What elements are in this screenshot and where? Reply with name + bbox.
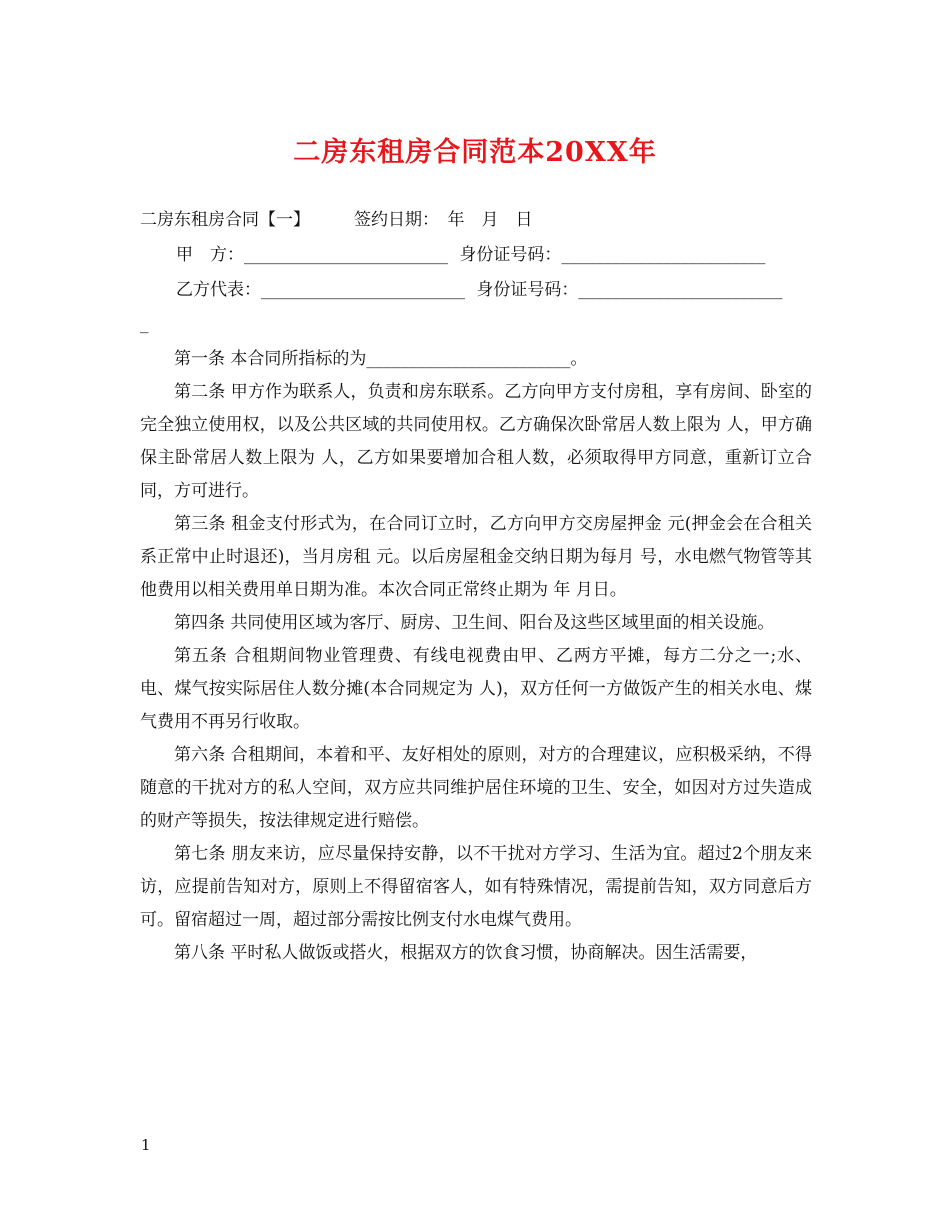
- party-a-id-label: 身份证号码：: [459, 245, 562, 265]
- party-a-label: 甲 方：: [176, 245, 244, 265]
- party-b-label: 乙方代表：: [176, 280, 261, 300]
- party-b-id-blank: ________________________: [578, 280, 783, 300]
- sign-date: 签约日期： 年 月 日: [354, 210, 533, 230]
- article-1: 第一条 本合同所指标的为________________________。: [174, 349, 588, 369]
- article-8: 第八条 平时私人做饭或搭火，根据双方的饮食习惯，协商解决。因生活需要，: [174, 943, 758, 963]
- contract-articles: [140, 343, 812, 970]
- article-7: 第七条 朋友来访，应尽量保持安静，以不干扰对方学习、生活为宜。超过2个朋友来访，应提前告知对方，原则上不得留宿客人，如有特殊情况，需提前告知，双方同意后方可。留宿超过一周，超过部分需按比例支付水电煤气费用。: [140, 844, 812, 930]
- party-b-line: [176, 278, 782, 302]
- contract-label: 二房东租房合同【一】: [140, 210, 310, 230]
- party-a-line: [176, 243, 765, 267]
- article-5: 第五条 合租期间物业管理费、有线电视费由甲、乙两方平摊，每方二分之一;水、电、煤气按实际居住人数分摊(本合同规定为 人)，双方任何一方做饭产生的相关水电、煤气费用不再另行收取。: [140, 646, 812, 732]
- party-b-id-label: 身份证号码：: [476, 280, 579, 300]
- article-6: 第六条 合租期间，本着和平、友好相处的原则，对方的合理建议，应积极采纳，不得随意的干扰对方的私人空间，双方应共同维护居住环境的卫生、安全，如因对方过失造成的财产等损失，按法律规定进行赔偿。: [140, 745, 812, 831]
- party-b-blank: ________________________: [261, 280, 465, 300]
- party-a-id-blank: ________________________: [561, 245, 766, 265]
- page-number: 1: [141, 1136, 151, 1154]
- contract-header-line: [140, 208, 533, 232]
- trailing-underscore: _: [140, 314, 149, 334]
- article-2: 第二条 甲方作为联系人，负责和房东联系。乙方向甲方支付房租，享有房间、卧室的完全独立使用权，以及公共区域的共同使用权。乙方确保次卧常居人数上限为 人，甲方确保主卧常居人数上限为 人，乙方如果要增加合租人数，必须取得甲方同意，重新订立合同，方可进行。: [140, 382, 812, 501]
- article-3: 第三条 租金支付形式为，在合同订立时，乙方向甲方交房屋押金 元(押金会在合租关系正常中止时退还)，当月房租 元。以后房屋租金交纳日期为每月 号，水电燃气物管等其他费用以相关费用单日期为准。本次合同正常终止期为 年 月日。: [140, 514, 812, 600]
- article-4: 第四条 共同使用区域为客厅、厨房、卫生间、阳台及这些区域里面的相关设施。: [174, 613, 775, 633]
- document-title: 二房东租房合同范本20XX年: [293, 137, 657, 168]
- party-a-blank: ________________________: [244, 245, 448, 265]
